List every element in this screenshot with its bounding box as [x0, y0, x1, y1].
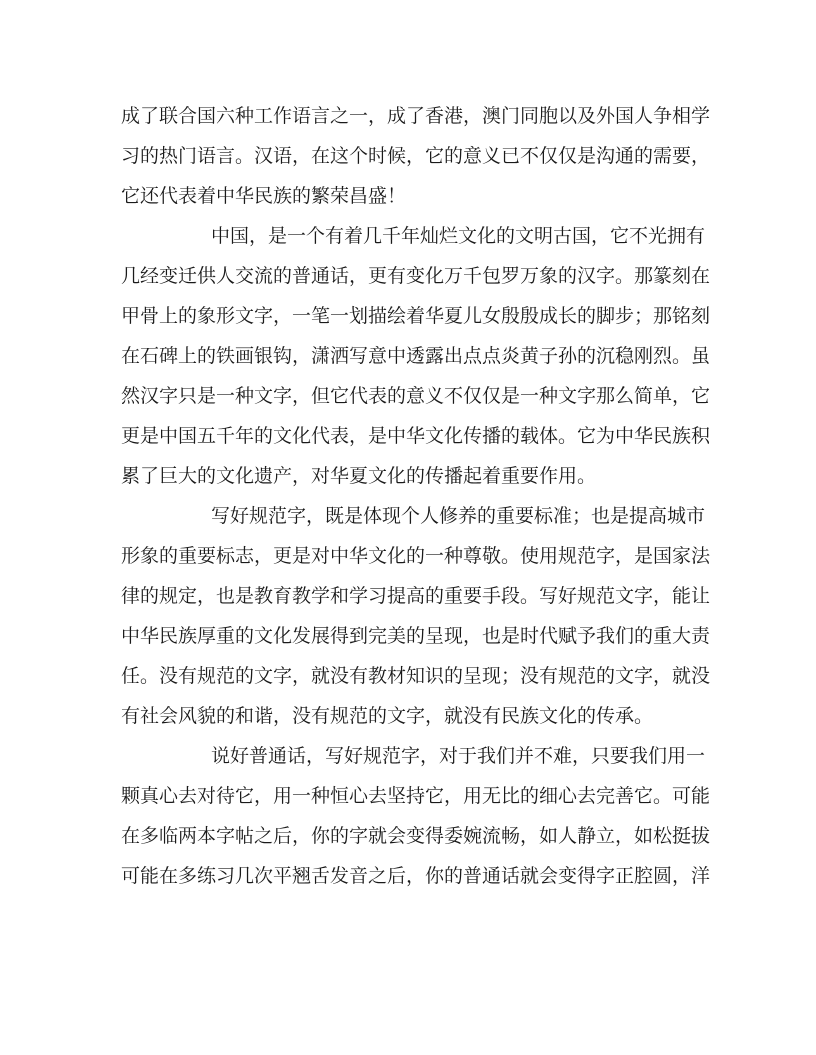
body-text: [121, 96, 711, 896]
paragraph-first-line: 写好规范字，既是体现个人修养的重要标准；也是提高城市: [211, 505, 706, 527]
text-line: 颗真心去对待它，用一种恒心去坚持它，用无比的细心去完善它。可能: [121, 785, 711, 807]
text-line: 它还代表着中华民族的繁荣昌盛！: [121, 185, 407, 207]
text-line: 几经变迁供人交流的普通话，更有变化万千包罗万象的汉字。那篆刻在: [121, 265, 711, 287]
text-line: 在多临两本字帖之后，你的字就会变得委婉流畅，如人静立，如松挺拔: [121, 825, 711, 847]
text-line: 律的规定，也是教育教学和学习提高的重要手段。写好规范文字，能让: [121, 585, 711, 607]
text-line: 习的热门语言。汉语，在这个时候，它的意义已不仅仅是沟通的需要，: [121, 145, 711, 167]
text-line: 形象的重要标志，更是对中华文化的一种尊敬。使用规范字，是国家法: [121, 545, 711, 567]
text-line: 有社会风貌的和谐，没有规范的文字，就没有民族文化的传承。: [121, 705, 654, 727]
text-line: 累了巨大的文化遗产，对华夏文化的传播起着重要作用。: [121, 465, 597, 487]
paragraph-first-line: 中国，是一个有着几千年灿烂文化的文明古国，它不光拥有: [211, 225, 706, 247]
text-line: 更是中国五千年的文化代表，是中华文化传播的载体。它为中华民族积: [121, 425, 711, 447]
text-line: 可能在多练习几次平翘舌发音之后，你的普通话就会变得字正腔圆，洋: [121, 865, 711, 887]
text-line: 甲骨上的象形文字，一笔一划描绘着华夏儿女殷殷成长的脚步；那铭刻: [121, 305, 711, 327]
text-line: 任。没有规范的文字，就没有教材知识的呈现；没有规范的文字，就没: [121, 665, 711, 687]
text-line: 然汉字只是一种文字，但它代表的意义不仅仅是一种文字那么简单，它: [121, 385, 711, 407]
text-line: 中华民族厚重的文化发展得到完美的呈现，也是时代赋予我们的重大责: [121, 625, 711, 647]
text-line: 成了联合国六种工作语言之一，成了香港，澳门同胞以及外国人争相学: [121, 105, 711, 127]
paragraph-first-line: 说好普通话，写好规范字，对于我们并不难，只要我们用一: [211, 745, 706, 767]
text-line: 在石碑上的铁画银钩，潇洒写意中透露出点点炎黄子孙的沉稳刚烈。虽: [121, 345, 711, 367]
